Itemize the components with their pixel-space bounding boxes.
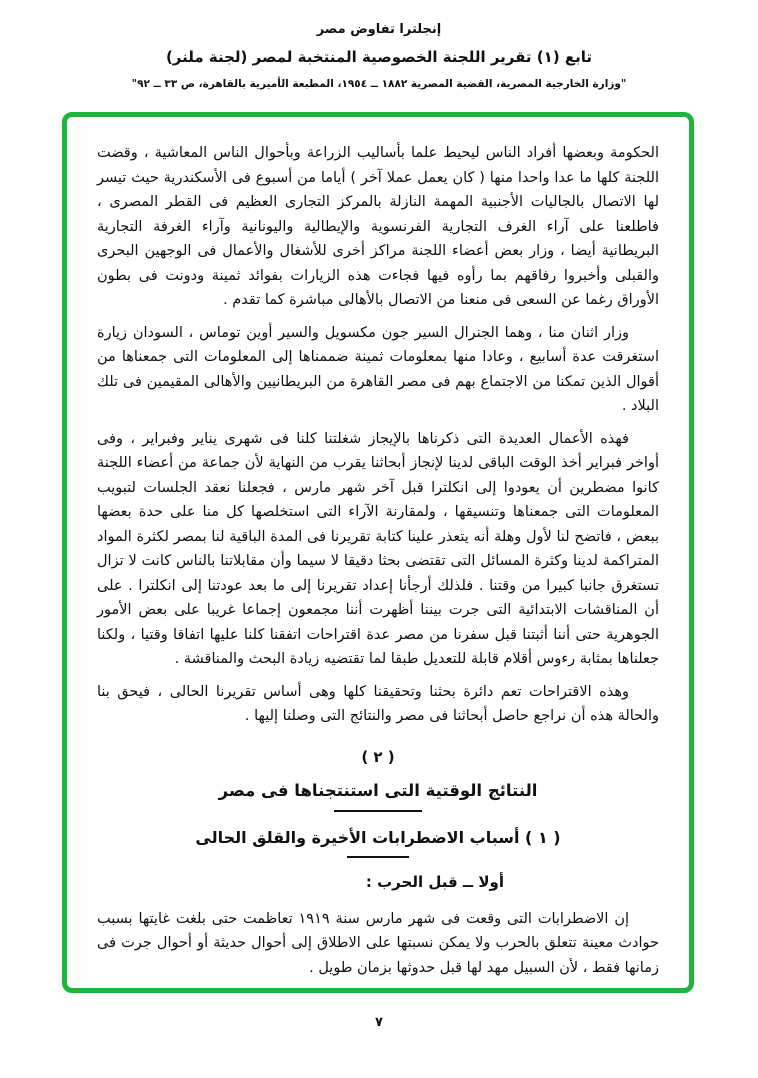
- subsection-heading: ( ١ ) أسباب الاضطرابات الأخيرة والقلق الحالى: [195, 827, 561, 847]
- page-header: [0, 0, 758, 92]
- sub-subheading-before-the-war: أولا ــ قبل الحرب :: [365, 873, 504, 891]
- green-border-frame: [62, 112, 694, 993]
- body-paragraph-4: وهذه الاقتراحات تعم دائرة بحثنا وتحقيقنا كلها وهى أساس تقريرنا الحالى ، فيحق بنا والحالة هذه أن نراجع حاصل أبحاثنا فى مصر والنتائج التى وصلنا إليها .: [97, 683, 659, 724]
- document-body: [67, 117, 689, 980]
- header-title: إنجلترا تفاوض مصر: [316, 22, 442, 37]
- body-paragraph-1: الحكومة وبعضها أفراد الناس ليحيط علما بأساليب الزراعة وبأحوال الناس المعاشية ، وقضت اللجنة كلها ما عدا واحدا منها ( كان يعمل عملا آخر ) أياما من أسبوع فى الأسكندرية حيث تيسر لها الاتصال بالجاليات الأجنبية المهمة النازلة بالمركز التجارى العظيم فى القطر المصرى ، فاطلعنا على آراء الغرف التجارية الفرنسوية والإيطالية واليونانية وآراء الغرفة التجارية البريطانية أيضا ، وزار بعض أعضاء اللجنة مراكز أخرى للأشغال والأعمال فى الوجهين البحرى والقبلى وأخبروا رفاقهم بما رأوه فيها فجاءت هذه الزيارات بفوائد ثمينة ودونت فى بطون الأوراق رغما عن السعى فى منعنا من الاتصال بالأهالى مباشرة كما تقدم .: [97, 145, 659, 308]
- subsection-rule: [347, 856, 409, 858]
- body-paragraph-2: وزار اثنان منا ، وهما الجنرال السير جون مكسويل والسير أوين توماس ، السودان زيارة استغرقت عدة أسابيع ، وعادا منها بمعلومات ثمينة ضممناها إلى المعلومات التى جمعناها من أقوال الذين تمكنا من الاجتماع بهم فى مصر القاهرة من البريطانيين والأهالى المقيمين فى تلك البلاد .: [97, 324, 659, 414]
- page-footer: [0, 1015, 758, 1030]
- header-source-citation: "وزارة الخارجية المصرية، القضية المصرية ١٨٨٢ ــ ١٩٥٤، المطبعة الأميرية بالقاهرة، ص ٣٣ ــ ٩٢": [131, 78, 627, 90]
- section-title-rule: [334, 810, 422, 812]
- page-number: ٧: [375, 1015, 383, 1030]
- body-paragraph-3: فهذه الأعمال العديدة التى ذكرناها بالإيجاز شغلتنا كلنا فى شهرى يناير وفبراير ، وفى أواخر فبراير أخذ الوقت الباقى لدينا لإنجاز أبحاثنا يقرب من النهاية لأن جماعة من أعضاء اللجنة كانوا مضطرين أن يعودوا إلى انكلترا قبل آخر شهر مارس ، فجعلنا نعقد الجلسات لتبويب المعلومات التى جمعناها وتنسيقها ، ولمقارنة الآراء التى استخلصها كل منا على حدة بعضها ببعض ، فاتضح لنا لأول وهلة أنه يتعذر علينا كتابة تقريرنا فى المدة الباقية لنا بمصر لكثرة المواد المتراكمة لدينا وكثرة المسائل التى تقتضى بحثا دقيقا لا سيما وأن مقابلاتنا بالناس كانت لا تزال تستغرق جانبا كبيرا من وقتنا . فلذلك أرجأنا إعداد تقريرنا إلى ما بعد عودتنا إلى انكلترا . على أن المناقشات الابتدائية التى جرت بيننا أظهرت أننا مجمعون إجماعا غريبا على بعض الأمور الجوهرية حتى أننا أثبتنا قبل سفرنا من مصر عدة اقتراحات اتفقنا كلنا عليها اتفاقا وقتيا ، ولكنا جعلناها بمثابة رءوس أقلام قابلة للتعديل طبقا لما تقتضيه زيادة البحث والمناقشة .: [97, 430, 659, 667]
- closing-paragraph: إن الاضطرابات التى وقعت فى شهر مارس سنة ١٩١٩ تعاظمت حتى بلغت غايتها بسبب حوادث معينة تتعلق بالحرب ولا يمكن نسبتها على الاطلاق إلى أحوال حديثة أو أحوال جرت فى زمانها فقط ، لأن السبيل مهد لها قبل حدوثها بزمان طويل .: [97, 910, 659, 976]
- section-title: النتائج الوقتية التى استنتجناها فى مصر: [218, 781, 538, 800]
- header-subtitle: تابع (١) تقرير اللجنة الخصوصية المنتخبة لمصر (لجنة ملنر): [165, 48, 593, 66]
- section-number: ( ٢ ): [361, 747, 395, 766]
